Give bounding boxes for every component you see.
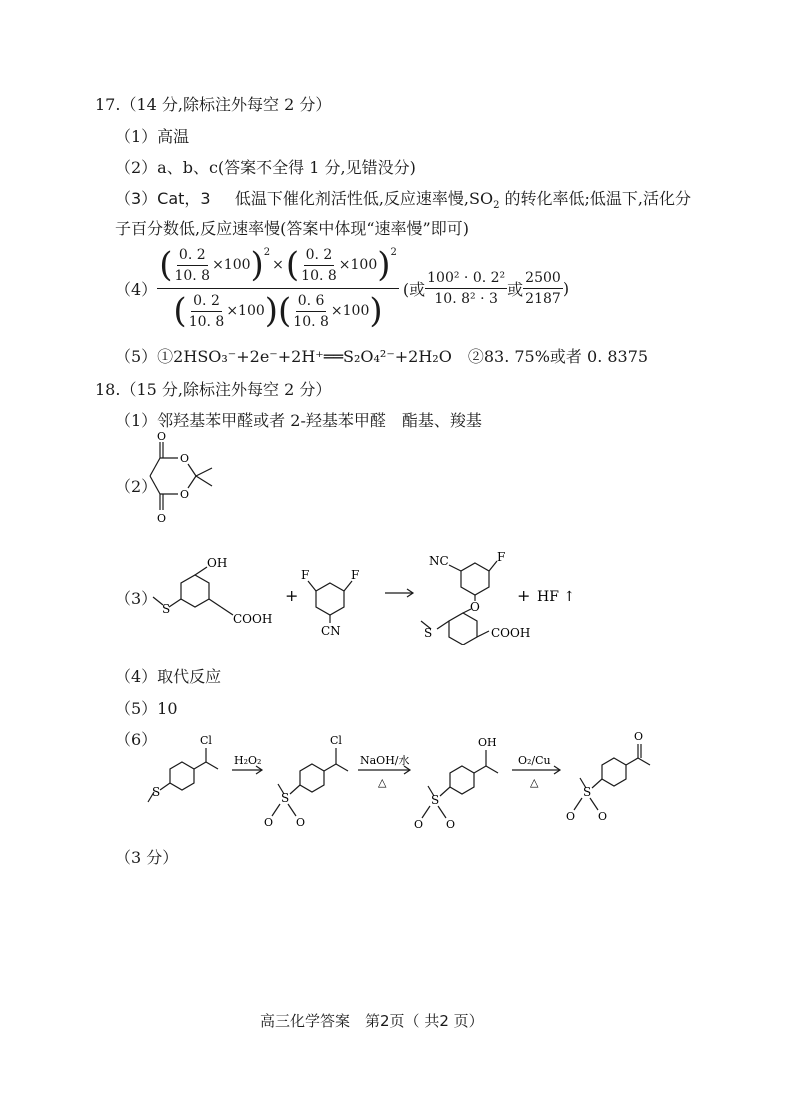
q18-part1: （1）邻羟基苯甲醛或者 2-羟基苯甲醛 酯基、羧基: [115, 411, 482, 430]
chem-label-s: S: [424, 626, 433, 640]
chem-label-s: S: [152, 785, 161, 799]
chem-label-nc: NC: [429, 554, 449, 568]
chem-label-cooh: COOH: [233, 612, 273, 626]
chem-label-o: O: [296, 816, 306, 829]
reaction-scheme-3: [145, 545, 605, 645]
q17-part4-label: （4）: [115, 279, 158, 299]
q17-part4-or2: 或: [507, 279, 524, 299]
chem-label-o: O: [414, 818, 424, 831]
reagent-naoh: NaOH/水: [360, 754, 410, 767]
q17-part3-text-b: 的转化率低;低温下,活化分: [499, 189, 692, 208]
q17-part4-close: ): [562, 278, 570, 298]
chem-label-oh: OH: [478, 736, 497, 749]
chem-label-o: O: [598, 810, 608, 823]
page-footer: 高三化学答案 第2页（ 共2 页）: [260, 1012, 484, 1030]
atom-label-o: O: [180, 488, 190, 501]
q18-part3-label: （3）: [115, 589, 158, 608]
synthesis-route-6: [140, 728, 700, 838]
chem-label-cn: CN: [321, 624, 341, 638]
chem-label-oh: OH: [207, 556, 228, 570]
atom-label-o: O: [157, 512, 167, 525]
q17-part3: [115, 186, 691, 211]
condition-heat: △: [378, 776, 387, 789]
alt-fraction-2: $\frac{2500}{2187}$: [525, 269, 561, 307]
plus-sign: +: [285, 586, 299, 605]
atom-label-o: O: [180, 452, 190, 465]
q18-header: 18.（15 分,除标注外每空 2 分）: [95, 380, 332, 399]
chem-label-cl: Cl: [200, 734, 212, 747]
product-hf: HF ↑: [537, 589, 576, 605]
chem-label-o: O: [446, 818, 456, 831]
q17-part3-lead: （3）Cat，3: [115, 189, 211, 208]
q18-part6-label: （6）: [115, 730, 158, 749]
q18-part6-score: （3 分）: [115, 848, 179, 867]
q17-part1: （1）高温: [115, 127, 190, 146]
reagent-h2o2: H₂O₂: [234, 754, 262, 767]
q17-part4: [115, 238, 569, 338]
q17-part5: （5）①2HSO₃⁻+2e⁻+2H⁺══S₂O₄²⁻+2H₂O ②83. 75%或者 0. 8375: [115, 347, 649, 366]
q17-part4-or1: (或: [402, 279, 426, 299]
q17-part3-line2: 子百分数低,反应速率慢(答案中体现“速率慢”即可): [115, 219, 469, 238]
chem-label-f: F: [301, 568, 310, 582]
alt-fraction-1: $\frac{\text{100² · 0. 2²}}{\text{10. 8² · 3}}$: [427, 269, 506, 307]
chem-label-o: O: [634, 730, 644, 743]
reagent-o2-cu: O₂/Cu: [518, 754, 551, 767]
plus-sign: +: [517, 586, 531, 605]
condition-heat: △: [530, 776, 539, 789]
meldrums-acid-structure: [140, 428, 230, 528]
chem-label-f: F: [351, 568, 360, 582]
chem-label-s: S: [281, 791, 290, 805]
q17-header: 17.（14 分,除标注外每空 2 分）: [95, 95, 332, 114]
chem-label-f: F: [497, 550, 506, 564]
q17-part3-sub: 2: [493, 200, 500, 212]
q18-part5: （5）10: [115, 699, 178, 718]
q17-part3-text-a: 低温下催化剂活性低,反应速率慢,SO: [234, 189, 494, 208]
q18-part4: （4）取代反应: [115, 667, 222, 686]
chem-label-o: O: [264, 816, 274, 829]
q18-part2-label: （2）: [115, 477, 158, 496]
chem-label-s: S: [583, 785, 592, 799]
chem-label-cl: Cl: [330, 734, 342, 747]
chem-label-s: S: [162, 602, 171, 616]
chem-label-o: O: [470, 600, 480, 614]
chem-label-cooh: COOH: [491, 626, 531, 640]
equilibrium-constant-fraction: ( $\frac{0. 2}{10. 8}$ ×100 ) $^2$ × ( $\frac{0. 2}{10. 8}$ ×100 ) $^2$ ( $\frac{0. 2}{10. 8}$ ×100 ) ( $\frac{0. 6}{10. 8}$ ×100 ): [159, 245, 397, 331]
q17-part2: （2）a、b、c(答案不全得 1 分,见错没分): [115, 158, 416, 177]
chem-label-s: S: [431, 793, 440, 807]
chem-label-o: O: [566, 810, 576, 823]
atom-label-o: O: [157, 430, 167, 443]
